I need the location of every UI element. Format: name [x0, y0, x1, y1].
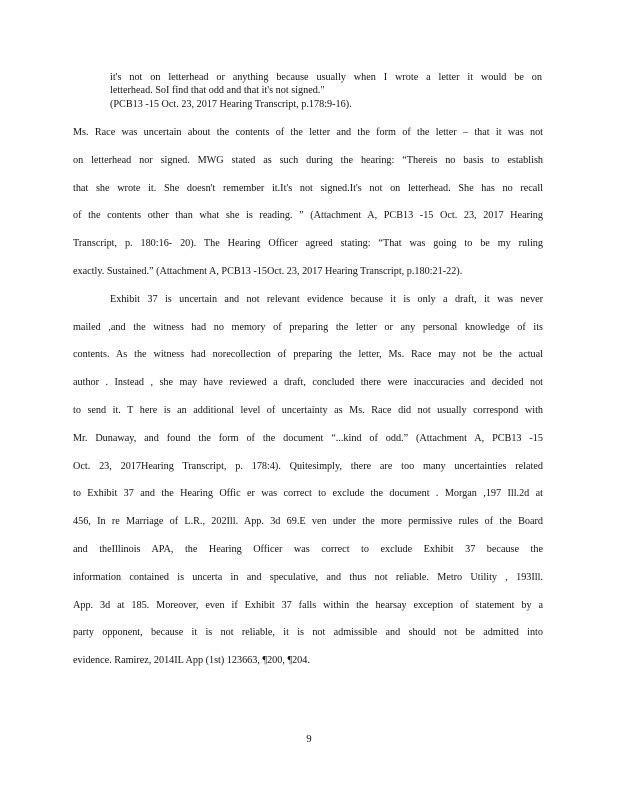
paragraph-line: mailed ,and the witness had no memory of preparing the letter or any personal knowledge of its [73, 322, 543, 333]
paragraph-line: Oct. 23, 2017Hearing Transcript, p. 178:4). Quitesimply, there are too many uncertainties related [73, 461, 543, 472]
paragraph-line: exactly. Sustained.” (Attachment A, PCB13 -15Oct. 23, 2017 Hearing Transcript, p.180:21-22). [73, 266, 463, 277]
paragraph-line: party opponent, because it is not reliable, it is not admissible and should not be admitted into [73, 627, 543, 638]
paragraph-line: and theIllinois APA, the Hearing Officer was correct to exclude Exhibit 37 because the [73, 544, 543, 555]
paragraph-line: information contained is uncerta in and speculative, and thus not reliable. Metro Utility , 193Ill. [73, 572, 543, 583]
quote-line: it's not on letterhead or anything because usually when I wrote a letter it would be on [110, 72, 542, 83]
paragraph-line: Mr. Dunaway, and found the form of the document “...kind of odd.” (Attachment A, PCB13 -15 [73, 433, 543, 444]
paragraph-line: to Exhibit 37 and the Hearing Offic er was correct to exclude the document . Morgan ,197 Ill.2d at [73, 488, 543, 499]
paragraph-line: 456, In re Marriage of L.R., 202Ill. App. 3d 69.E ven under the more permissive rules of the Board [73, 516, 543, 527]
paragraph-line: of the contents other than what she is reading. ” (Attachment A, PCB13 -15 Oct. 23, 2017 Hearing [73, 210, 543, 221]
paragraph-line: to send it. T here is an additional level of uncertainty as Ms. Race did not usually correspond with [73, 405, 543, 416]
paragraph-line: author . Instead , she may have reviewed a draft, concluded there were inaccuracies and decided not [73, 377, 543, 388]
paragraph-line: contents. As the witness had norecollection of preparing the letter, Ms. Race may not be the actual [73, 349, 543, 360]
paragraph-line: that she wrote it. She doesn't remember it.It's not signed.It's not on letterhead. She has no recall [73, 183, 543, 194]
paragraph-line: Exhibit 37 is uncertain and not relevant evidence because it is only a draft, it was never [110, 294, 543, 305]
page-number: 9 [306, 734, 312, 745]
quote-citation: (PCB13 -15 Oct. 23, 2017 Hearing Transcript, p.178:9-16). [110, 99, 352, 110]
paragraph-line: Transcript, p. 180:16- 20). The Hearing Officer agreed stating: “That was going to be my ruling [73, 238, 543, 249]
paragraph-line: App. 3d at 185. Moreover, even if Exhibit 37 falls within the hearsay exception of statement by a [73, 600, 543, 611]
paragraph-line: Ms. Race was uncertain about the contents of the letter and the form of the letter – that it was not [73, 127, 543, 138]
paragraph-line: evidence. Ramirez, 2014IL App (1st) 123663, ¶200, ¶204. [73, 655, 310, 666]
paragraph-line: on letterhead nor signed. MWG stated as such during the hearing: “Thereis no basis to establish [73, 155, 543, 166]
quote-line: letterhead. SoI find that odd and that it's not signed." [110, 85, 325, 96]
